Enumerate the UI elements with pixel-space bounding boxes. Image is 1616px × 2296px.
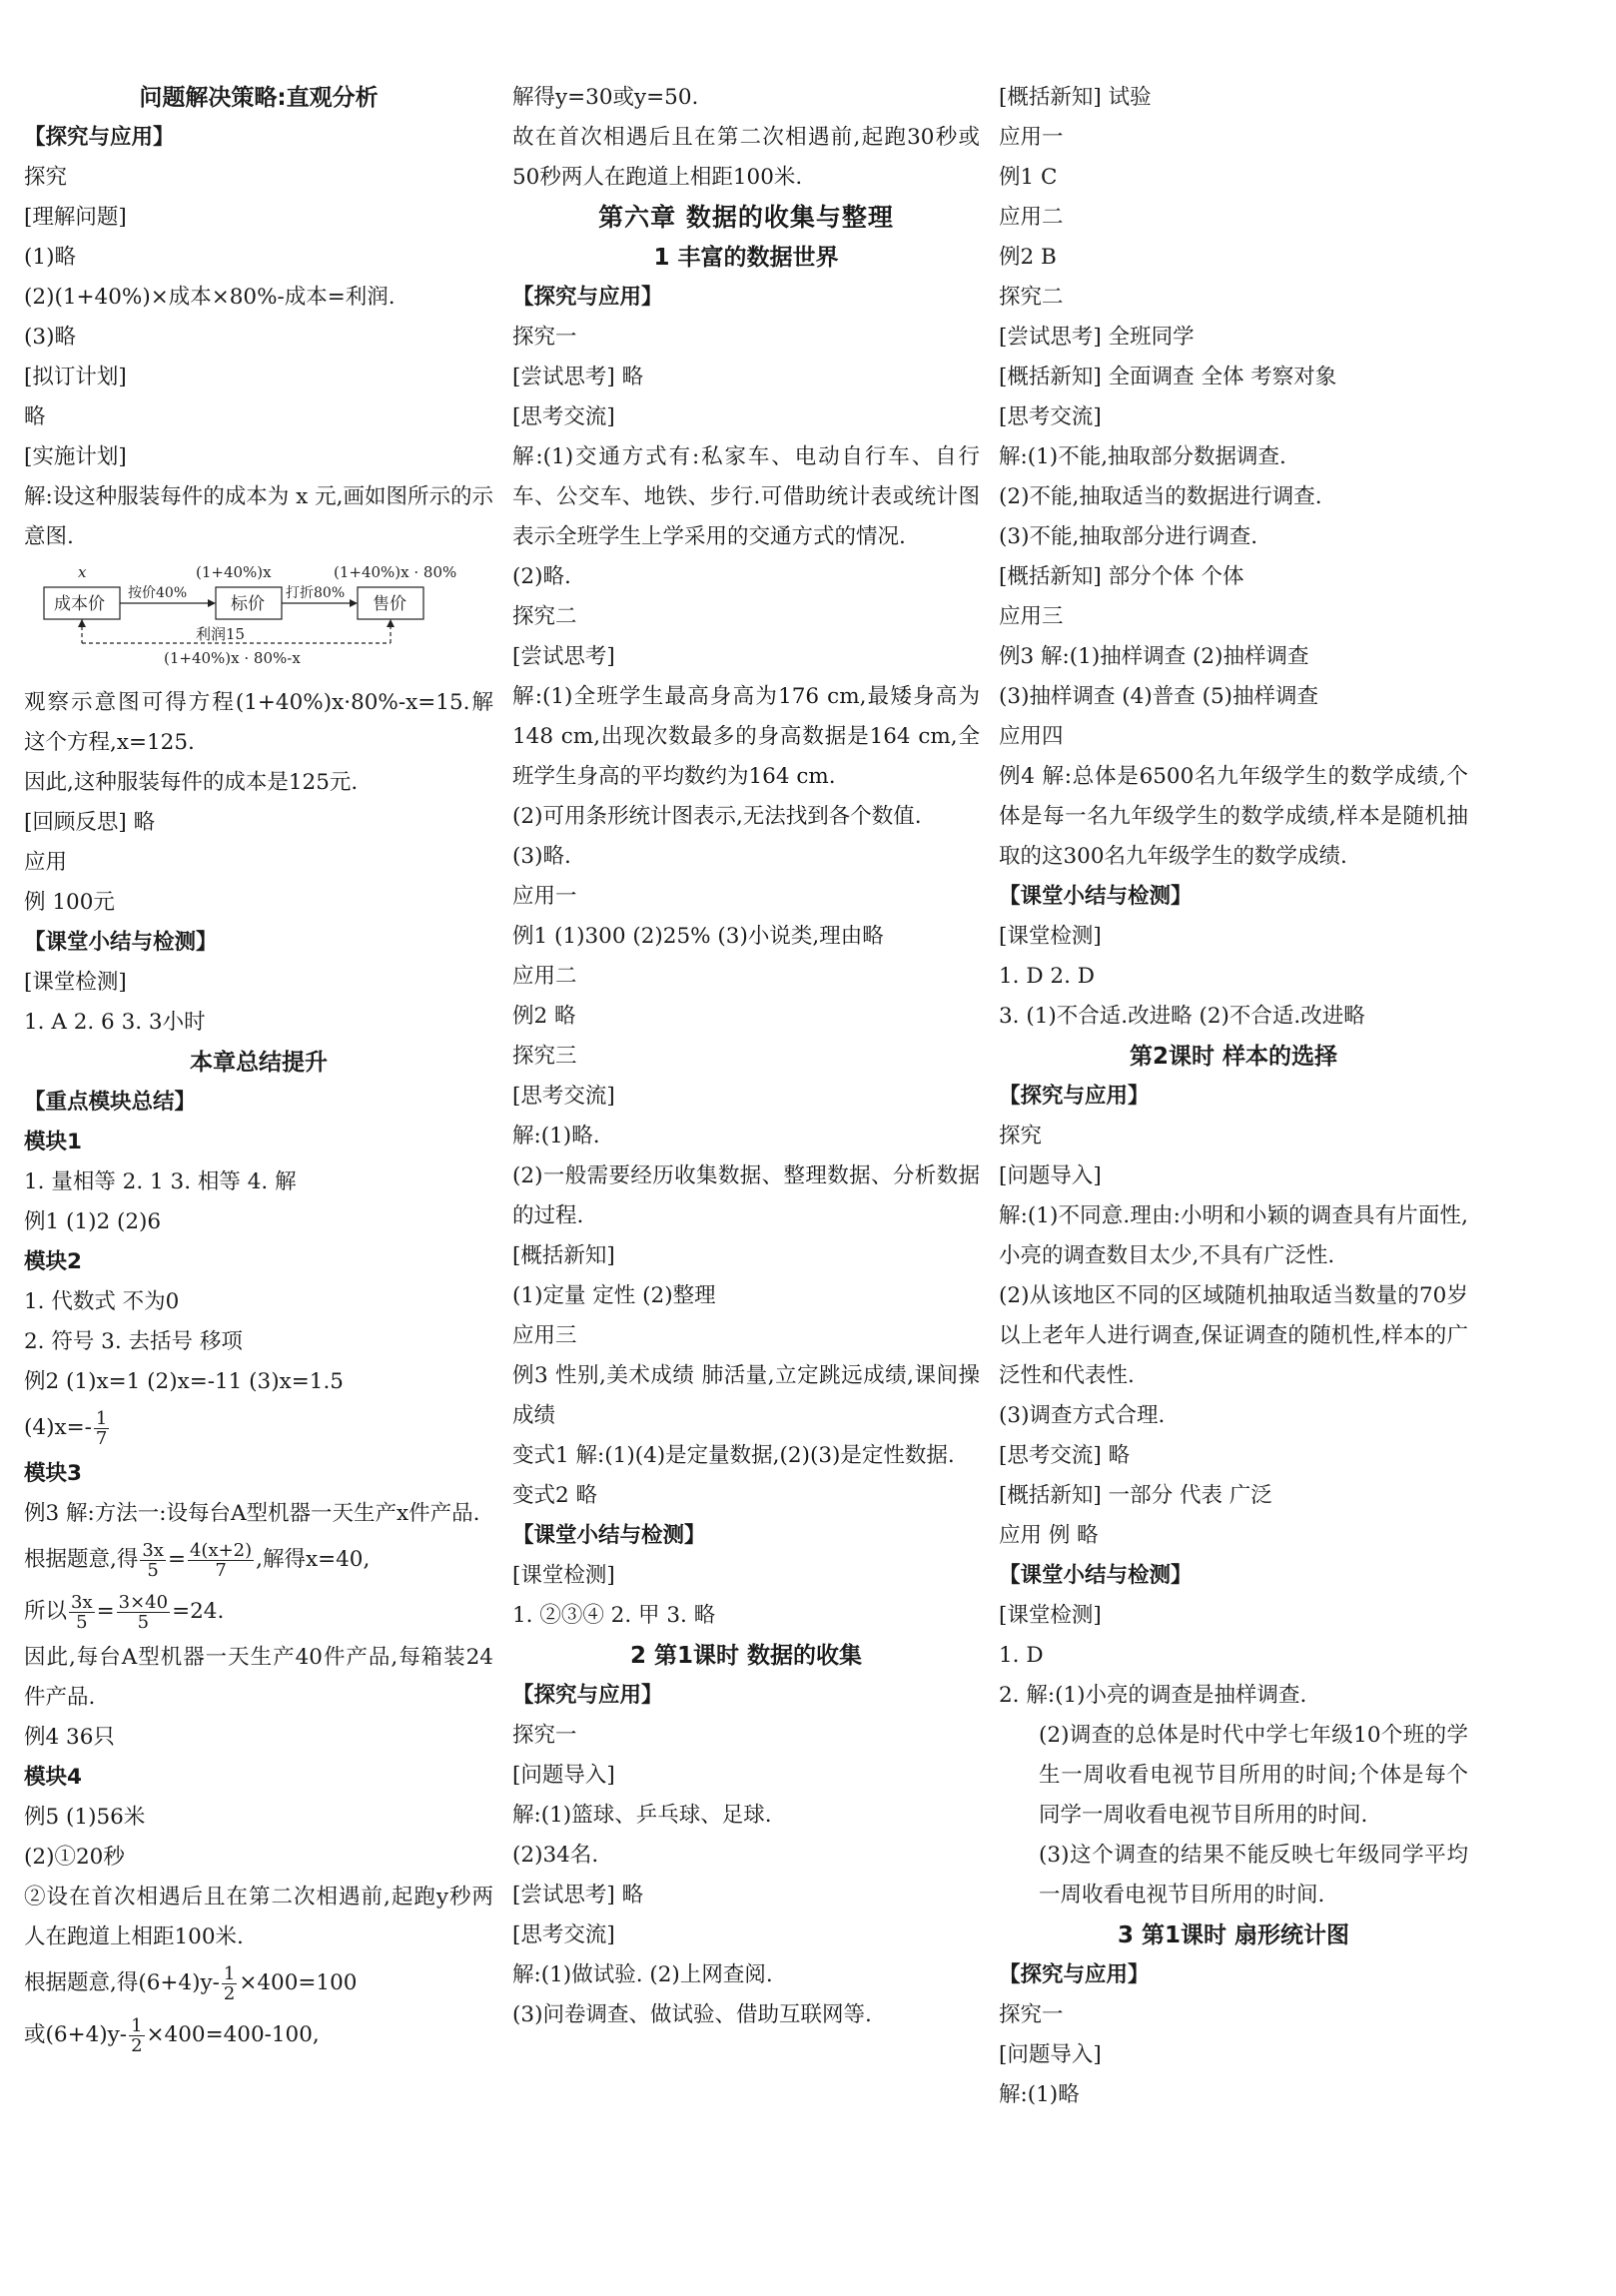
text-line: 变式1 解:(1)(4)是定量数据,(2)(3)是定性数据. bbox=[512, 1443, 955, 1468]
text-line: 应用一 bbox=[512, 884, 577, 909]
text-line: 1. ②③④ 2. 甲 3. 略 bbox=[512, 1603, 716, 1628]
text-line: [概括新知] bbox=[512, 1243, 615, 1268]
text-line: (4)x=- $\frac{1}{7}$ bbox=[24, 1407, 108, 1449]
section-header: 【课堂小结与检测】 bbox=[999, 1563, 1193, 1588]
text-line: (3)略. bbox=[512, 844, 571, 869]
module-label: 模块2 bbox=[24, 1249, 82, 1274]
text-line: 略 bbox=[24, 404, 46, 429]
text-line: 故在首次相遇后且在第二次相遇前,起跑30秒或50秒两人在跑道上相距100米. bbox=[512, 125, 980, 190]
text-line: 例2 B bbox=[999, 245, 1057, 270]
diagram-arrow2-label: 打折80% bbox=[286, 585, 346, 601]
diagram-profit-label: 利润15 bbox=[196, 625, 246, 643]
fraction: $\frac{3x}{5}$ bbox=[71, 1591, 93, 1633]
text-line: 解:(1)篮球、乒乓球、足球. bbox=[512, 1803, 772, 1828]
column-1 bbox=[24, 78, 493, 2061]
text-line: 例3 性别,美术成绩 肺活量,立定跳远成绩,课间操成绩 bbox=[512, 1363, 980, 1428]
text-line: (3)这个调查的结果不能反映七年级同学平均一周收看电视节目所用的时间. bbox=[1039, 1843, 1468, 1908]
column-3 bbox=[999, 78, 1468, 2115]
text-line: 探究一 bbox=[512, 325, 577, 350]
text-line: [课堂检测] bbox=[999, 1603, 1102, 1628]
text-line: [思考交流] bbox=[512, 1922, 615, 1947]
chapter-title: 第六章 数据的收集与整理 bbox=[598, 203, 894, 232]
section-title: 问题解决策略:直观分析 bbox=[139, 85, 379, 111]
section-header: 【重点模块总结】 bbox=[24, 1090, 197, 1115]
text-line: 解:(1)全班学生最高身高为176 cm,最矮身高为148 cm,出现次数最多的身高数据是164 cm,全班学生身高的平均数约为164 cm. bbox=[512, 684, 980, 789]
text-line: (2)34名. bbox=[512, 1843, 599, 1868]
text-line: [理解问题] bbox=[24, 205, 127, 230]
diagram-top-mid: (1+40%)x bbox=[196, 563, 272, 581]
text-line: (2)一般需要经历收集数据、整理数据、分析数据的过程. bbox=[512, 1163, 980, 1228]
text-line: 探究一 bbox=[512, 1723, 577, 1748]
section-header: 【探究与应用】 bbox=[24, 125, 175, 150]
text-line: 解:(1)不能,抽取部分数据调查. bbox=[999, 444, 1286, 469]
cost-diagram bbox=[24, 559, 493, 677]
text-line: [课堂检测] bbox=[512, 1563, 615, 1588]
text-line: [概括新知] 全面调查 全体 考察对象 bbox=[999, 365, 1337, 389]
text-line: (3)略 bbox=[24, 325, 76, 350]
text-line: 2. 解:(1)小亮的调查是抽样调查. bbox=[999, 1683, 1307, 1708]
text-line: (3)不能,抽取部分进行调查. bbox=[999, 524, 1258, 549]
text-line: [问题导入] bbox=[999, 2042, 1102, 2067]
text-line: 3. (1)不合适.改进略 (2)不合适.改进略 bbox=[999, 1004, 1365, 1029]
text-line: 应用 例 略 bbox=[999, 1523, 1099, 1548]
text-line: 探究一 bbox=[999, 2002, 1064, 2027]
text-line: (2)调查的总体是时代中学七年级10个班的学生一周收看电视节目所用的时间;个体是每个同学一周收看电视节目所用的时间. bbox=[1039, 1723, 1468, 1828]
section-header: 【探究与应用】 bbox=[999, 1962, 1150, 1987]
text-line: 因此,每台A型机器一天生产40件产品,每箱装24件产品. bbox=[24, 1645, 493, 1710]
text-line: [尝试思考] 略 bbox=[512, 365, 644, 389]
text-line: [思考交流] 略 bbox=[999, 1443, 1131, 1468]
text-line: 应用三 bbox=[512, 1323, 577, 1348]
text-line: 例2 (1)x=1 (2)x=-11 (3)x=1.5 bbox=[24, 1369, 344, 1394]
text-line: 例3 解:方法一:设每台A型机器一天生产x件产品. bbox=[24, 1501, 480, 1526]
text-line: 因此,这种服装每件的成本是125元. bbox=[24, 770, 359, 795]
text-line: 探究 bbox=[24, 165, 68, 190]
text-line: 探究三 bbox=[512, 1044, 577, 1069]
text-line: [尝试思考] 略 bbox=[512, 1883, 644, 1908]
text-line: 解:设这种服装每件的成本为 x 元,画如图所示的示意图. bbox=[24, 484, 493, 549]
diagram-arrow1-label: 按价40% bbox=[128, 585, 188, 601]
section-title: 本章总结提升 bbox=[190, 1050, 328, 1076]
section-title: 3 第1课时 扇形统计图 bbox=[1117, 1922, 1350, 1948]
text-line: [问题导入] bbox=[999, 1163, 1102, 1188]
text-line: (2)略. bbox=[512, 564, 571, 589]
section-header: 【探究与应用】 bbox=[512, 1683, 663, 1708]
diagram-top-x: x bbox=[78, 563, 87, 581]
text-line: [尝试思考] bbox=[512, 644, 615, 669]
text-line: (3)问卷调查、做试验、借助互联网等. bbox=[512, 2002, 872, 2027]
text-line: [概括新知] 试验 bbox=[999, 85, 1152, 110]
section-header: 【课堂小结与检测】 bbox=[999, 884, 1193, 909]
text-line: 1. 代数式 不为0 bbox=[24, 1289, 180, 1314]
text-line: (1)定量 定性 (2)整理 bbox=[512, 1283, 716, 1308]
text-line: [拟订计划] bbox=[24, 365, 127, 389]
text-line: 应用二 bbox=[512, 964, 577, 989]
text-line: [实施计划] bbox=[24, 444, 127, 469]
fraction: $\frac{3\times 40}{5}$ bbox=[118, 1591, 169, 1633]
diagram-box-tag-label: 标价 bbox=[231, 594, 265, 614]
text-line: 例2 略 bbox=[512, 1004, 576, 1029]
text-line: 1. A 2. 6 3. 3小时 bbox=[24, 1010, 206, 1035]
text-line: 例 100元 bbox=[24, 890, 115, 915]
column-2 bbox=[512, 78, 980, 2035]
text-line: [思考交流] bbox=[999, 404, 1102, 429]
section-title: 第2课时 样本的选择 bbox=[1129, 1044, 1337, 1070]
text-line: 应用一 bbox=[999, 125, 1064, 150]
text-line: 解:(1)不同意.理由:小明和小颖的调查具有片面性,小亮的调查数目太少,不具有广泛性. bbox=[999, 1203, 1468, 1268]
text-line: (2)①20秒 bbox=[24, 1845, 125, 1870]
text-line: 1. D 2. D bbox=[999, 964, 1096, 989]
text-line: 例1 (1)2 (2)6 bbox=[24, 1209, 162, 1234]
diagram-profit-expr: (1+40%)x · 80%-x bbox=[164, 649, 301, 667]
text-line: 变式2 略 bbox=[512, 1483, 598, 1508]
text-line: [回顾反思] 略 bbox=[24, 810, 156, 835]
text-line: 例5 (1)56米 bbox=[24, 1805, 146, 1830]
section-title: 1 丰富的数据世界 bbox=[653, 245, 839, 271]
text-line: 例4 解:总体是6500名九年级学生的数学成绩,个体是每一名九年级学生的数学成绩,样本是随机抽取的这300名九年级学生的数学成绩. bbox=[999, 764, 1468, 869]
text-line: ②设在首次相遇后且在第二次相遇前,起跑y秒两人在跑道上相距100米. bbox=[24, 1885, 493, 1949]
text-line: [问题导入] bbox=[512, 1763, 615, 1788]
text-line: (2)(1+40%)×成本×80%-成本=利润. bbox=[24, 285, 396, 310]
text-line: 应用三 bbox=[999, 604, 1064, 629]
text-line: [课堂检测] bbox=[999, 924, 1102, 949]
text-line: 例3 解:(1)抽样调查 (2)抽样调查 bbox=[999, 644, 1309, 669]
text-line: 探究 bbox=[999, 1124, 1043, 1148]
text-line: (2)从该地区不同的区域随机抽取适当数量的70岁以上老年人进行调查,保证调查的随机性,样本的广泛性和代表性. bbox=[999, 1283, 1468, 1388]
text-line: 解:(1)做试验. (2)上网查阅. bbox=[512, 1962, 773, 1987]
text-line: (2)可用条形统计图表示,无法找到各个数值. bbox=[512, 804, 922, 829]
text-line: [概括新知] 一部分 代表 广泛 bbox=[999, 1483, 1272, 1508]
text-line: [思考交流] bbox=[512, 404, 615, 429]
text-line: 解:(1)略 bbox=[999, 2082, 1080, 2107]
text-line: [思考交流] bbox=[512, 1084, 615, 1109]
text-line: [概括新知] 部分个体 个体 bbox=[999, 564, 1244, 589]
text-line: 根据题意,得(6+4)y- $\frac{1}{2}$ ×400=100 bbox=[24, 1962, 358, 2004]
text-line: 例1 (1)300 (2)25% (3)小说类,理由略 bbox=[512, 924, 884, 949]
module-label: 模块1 bbox=[24, 1130, 82, 1154]
fraction: $\frac{1}{7}$ bbox=[95, 1407, 108, 1449]
section-header: 【探究与应用】 bbox=[999, 1084, 1150, 1109]
fraction: $\frac{4(x+2)}{7}$ bbox=[189, 1539, 253, 1581]
text-line: 例1 C bbox=[999, 165, 1058, 190]
text-line: (3)抽样调查 (4)普查 (5)抽样调查 bbox=[999, 684, 1319, 709]
text-line: 探究二 bbox=[999, 285, 1064, 310]
text-line: 例4 36只 bbox=[24, 1725, 115, 1750]
text-line: [尝试思考] 全班同学 bbox=[999, 325, 1195, 350]
text-line: 观察示意图可得方程(1+40%)x·80%-x=15.解这个方程,x=125. bbox=[24, 690, 493, 755]
text-line: 2. 符号 3. 去括号 移项 bbox=[24, 1329, 243, 1354]
text-line: 应用四 bbox=[999, 724, 1064, 749]
text-line: 探究二 bbox=[512, 604, 577, 629]
fraction: $\frac{1}{2}$ bbox=[131, 2014, 143, 2056]
text-line: 根据题意,得 $\frac{3x}{5}$ = $\frac{4(x+2)}{7}$ ,解得x=40, bbox=[24, 1539, 371, 1581]
section-header: 【探究与应用】 bbox=[512, 285, 663, 310]
text-line: 解得y=30或y=50. bbox=[512, 85, 699, 110]
fraction: $\frac{3x}{5}$ bbox=[142, 1539, 164, 1581]
section-header: 【课堂小结与检测】 bbox=[24, 930, 218, 955]
diagram-box-cost-label: 成本价 bbox=[54, 594, 105, 614]
text-line: [课堂检测] bbox=[24, 970, 127, 995]
diagram-top-right: (1+40%)x · 80% bbox=[334, 563, 457, 581]
text-line: 解:(1)交通方式有:私家车、电动自行车、自行车、公交车、地铁、步行.可借助统计表或统计图表示全班学生上学采用的交通方式的情况. bbox=[512, 444, 980, 549]
section-header: 【课堂小结与检测】 bbox=[512, 1523, 706, 1548]
text-line: (2)不能,抽取适当的数据进行调查. bbox=[999, 484, 1322, 509]
text-line: 应用 bbox=[24, 850, 68, 875]
text-line: 所以 $\frac{3x}{5}$ = $\frac{3\times 40}{5}$ =24. bbox=[24, 1591, 225, 1633]
fraction: $\frac{1}{2}$ bbox=[223, 1962, 236, 2004]
diagram-box-sale-label: 售价 bbox=[373, 594, 406, 614]
section-title: 2 第1课时 数据的收集 bbox=[629, 1643, 863, 1669]
text-line: 解:(1)略. bbox=[512, 1124, 600, 1148]
module-label: 模块4 bbox=[24, 1765, 82, 1790]
text-line: 1. D bbox=[999, 1643, 1044, 1668]
text-line: 应用二 bbox=[999, 205, 1064, 230]
text-line: 或(6+4)y- $\frac{1}{2}$ ×400=400-100, bbox=[24, 2014, 320, 2056]
text-line: (1)略 bbox=[24, 245, 76, 270]
module-label: 模块3 bbox=[24, 1461, 82, 1486]
text-line: 1. 量相等 2. 1 3. 相等 4. 解 bbox=[24, 1169, 297, 1194]
text-line: (3)调查方式合理. bbox=[999, 1403, 1166, 1428]
